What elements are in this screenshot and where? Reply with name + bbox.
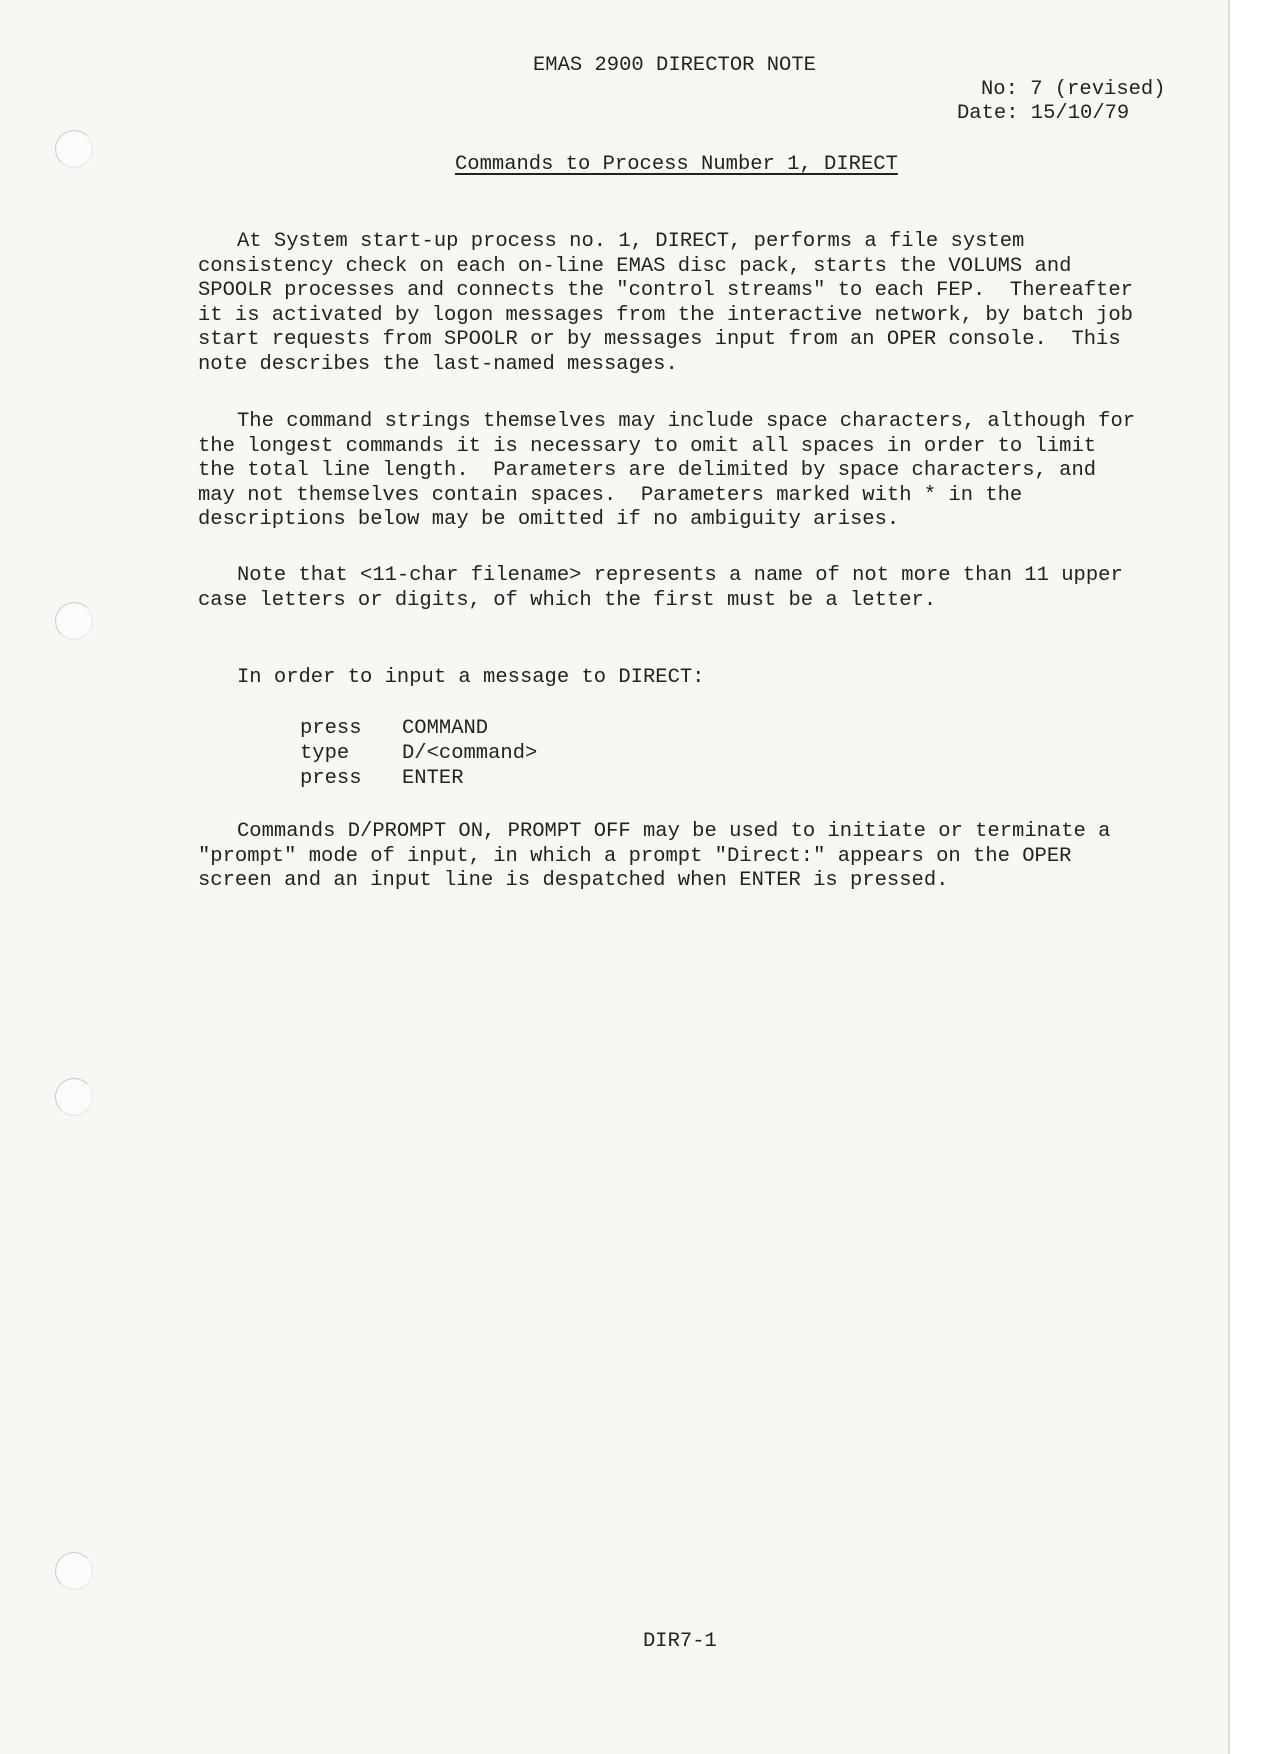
step-row	[300, 716, 537, 741]
page-heading: Commands to Process Number 1, DIRECT	[455, 153, 898, 176]
step-action: type	[300, 742, 350, 765]
paragraph-line: note describes the last-named messages.	[198, 352, 678, 376]
paragraph-line: consistency check on each on-line EMAS disc pack, starts the VOLUMS and	[198, 254, 1072, 278]
paragraph-line: "prompt" mode of input, in which a prompt "Direct:" appears on the OPER	[198, 844, 1072, 868]
note-number: No: 7 (revised)	[981, 78, 1166, 101]
step-action: press	[300, 717, 362, 740]
paragraph-line: it is activated by logon messages from the interactive network, by batch job	[198, 303, 1133, 327]
punch-hole-1	[55, 130, 93, 168]
punch-hole-2	[55, 602, 93, 640]
step-action: press	[300, 767, 362, 790]
paragraph-line: the total line length. Parameters are delimited by space characters, and	[198, 459, 1097, 482]
paragraph-line: screen and an input line is despatched when ENTER is pressed.	[198, 869, 949, 892]
paragraph-line: Commands D/PROMPT ON, PROMPT OFF may be used to initiate or terminate a	[237, 820, 1111, 843]
paragraph-command-strings	[198, 410, 1198, 533]
paragraph-line: In order to input a message to DIRECT:	[237, 666, 705, 689]
step-row	[300, 741, 537, 766]
step-row	[300, 766, 537, 791]
paragraph-input-intro	[198, 666, 1198, 691]
note-date: Date: 15/10/79	[957, 102, 1130, 125]
paragraph-filename-note	[198, 564, 1198, 613]
step-value: ENTER	[402, 767, 464, 790]
input-steps	[300, 716, 537, 791]
paragraph-line: case letters or digits, of which the first must be a letter.	[198, 588, 937, 612]
page-footer: DIR7-1	[643, 1630, 717, 1653]
paragraph-intro	[198, 230, 1198, 377]
paragraph-line: Note that <11-char filename> represents a name of not more than 11 upper	[237, 564, 1123, 587]
punch-hole-4	[55, 1552, 93, 1590]
step-value: COMMAND	[402, 717, 489, 740]
paragraph-line: descriptions below may be omitted if no ambiguity arises.	[198, 508, 900, 531]
step-value: D/<command>	[402, 742, 538, 765]
paragraph-line: At System start-up process no. 1, DIRECT, performs a file system	[237, 230, 1025, 253]
paragraph-line: SPOOLR processes and connects the "control streams" to each FEP. Thereafter	[198, 279, 1133, 302]
paragraph-line: The command strings themselves may include space characters, although for	[237, 410, 1136, 433]
paragraph-line: the longest commands it is necessary to omit all spaces in order to limit	[198, 434, 1097, 458]
document-title: EMAS 2900 DIRECTOR NOTE	[533, 54, 816, 77]
punch-hole-3	[55, 1078, 93, 1116]
paragraph-line: start requests from SPOOLR or by messages input from an OPER console. This	[198, 328, 1121, 351]
paragraph-line: may not themselves contain spaces. Parameters marked with * in the	[198, 483, 1023, 507]
paragraph-prompt-mode	[198, 820, 1198, 894]
